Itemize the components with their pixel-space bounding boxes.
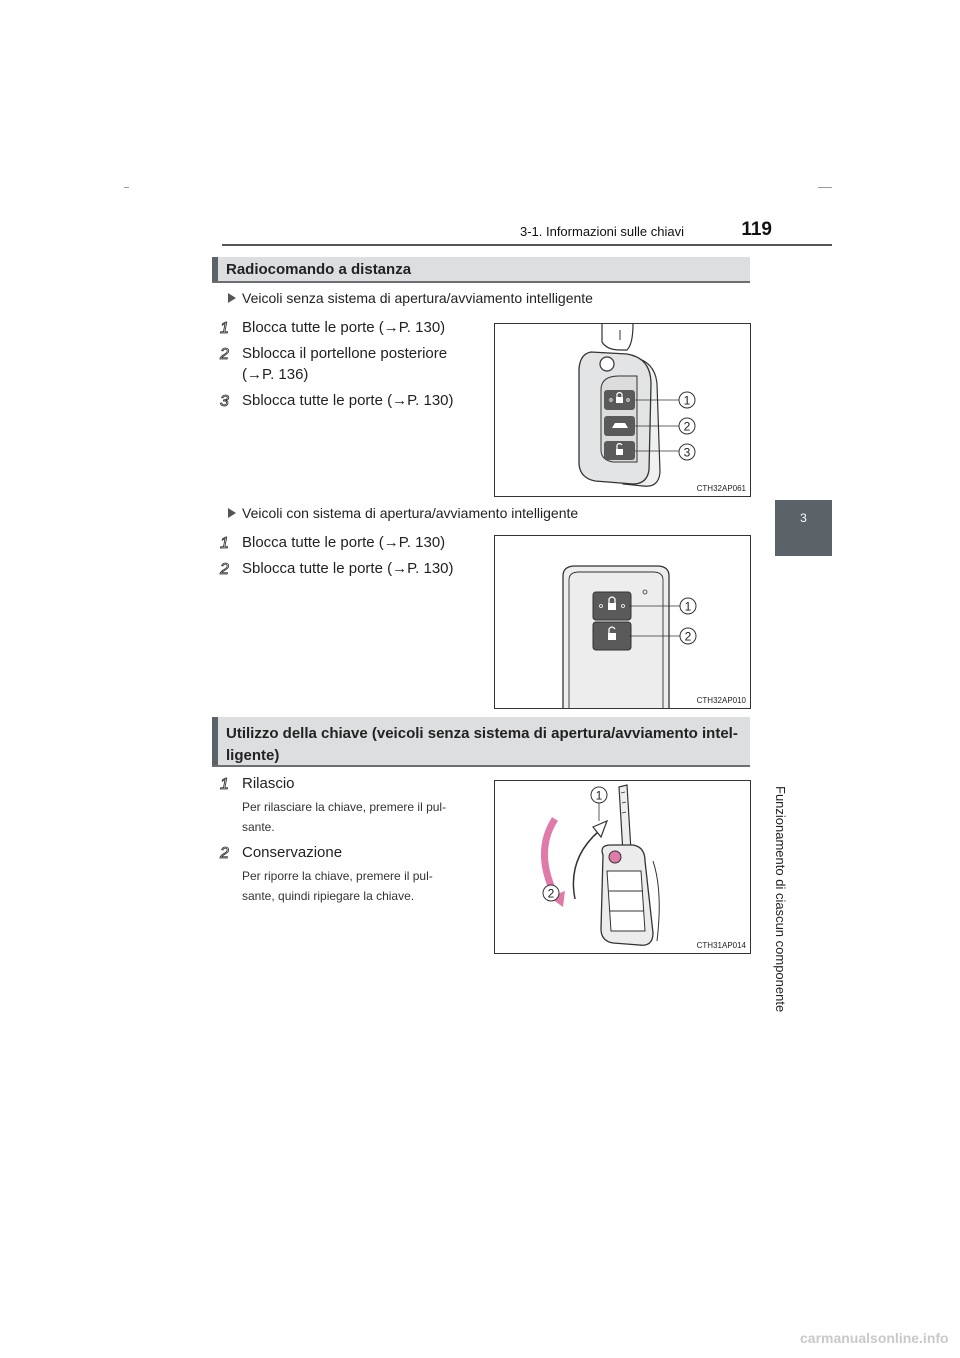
svg-text:2: 2 bbox=[683, 419, 691, 434]
number-2-icon bbox=[218, 558, 236, 578]
chapter-side-label-text: Funzionamento di ciascun componente bbox=[773, 786, 788, 1013]
figure-key-release bbox=[494, 780, 751, 954]
svg-text:1: 1 bbox=[220, 535, 229, 552]
item-unlock-tailgate-ref: (→P. 136) bbox=[242, 366, 309, 383]
svg-text:1: 1 bbox=[595, 788, 603, 803]
item-release-desc-line2: sante. bbox=[242, 820, 275, 834]
item-unlock-tailgate: Sblocca il portellone posteriore bbox=[242, 345, 448, 362]
figure-code: CTH32AP061 bbox=[696, 484, 746, 493]
subheading-text: Veicoli con sistema di apertura/avviamento intelligente bbox=[242, 505, 579, 521]
flip-remote-illustration bbox=[495, 324, 750, 496]
figure-code: CTH32AP010 bbox=[696, 696, 746, 705]
item-release-title: Rilascio bbox=[242, 775, 295, 792]
number-1-icon bbox=[218, 532, 236, 552]
number-3-icon bbox=[218, 390, 236, 410]
key-release-illustration bbox=[495, 781, 750, 953]
svg-text:2: 2 bbox=[220, 346, 229, 363]
item-storage-desc-line1: Per riporre la chiave, premere il pul- bbox=[242, 869, 433, 883]
item-storage-title: Conservazione bbox=[242, 844, 343, 861]
item-lock-all-doors: Blocca tutte le porte (→P. 130) bbox=[242, 534, 446, 551]
svg-text:2: 2 bbox=[684, 629, 692, 644]
subheading-without-smart-entry bbox=[228, 290, 593, 306]
section-title-line1: Utilizzo della chiave (veicoli senza sistema di apertura/avviamento intel- bbox=[226, 725, 738, 742]
chapter-label: 3-1. Informazioni sulle chiavi bbox=[519, 224, 684, 239]
svg-text:3: 3 bbox=[220, 393, 229, 410]
item-unlock-all-doors: Sblocca tutte le porte (→P. 130) bbox=[242, 560, 454, 577]
number-1-icon bbox=[218, 773, 236, 793]
page-number: 119 bbox=[741, 219, 772, 240]
triangle-bullet-icon bbox=[228, 293, 236, 303]
svg-text:1: 1 bbox=[220, 776, 229, 793]
figure-smart-key bbox=[494, 535, 751, 709]
section-title: Radiocomando a distanza bbox=[226, 261, 412, 278]
subheading-with-smart-entry bbox=[228, 505, 578, 521]
number-1-icon bbox=[218, 317, 236, 337]
item-storage-desc-line2: sante, quindi ripiegare la chiave. bbox=[242, 889, 415, 903]
chapter-tab-number: 3 bbox=[800, 511, 807, 525]
svg-text:2: 2 bbox=[220, 561, 229, 578]
svg-text:3: 3 bbox=[683, 445, 691, 460]
svg-text:2: 2 bbox=[547, 886, 555, 901]
crop-mark bbox=[818, 187, 832, 188]
svg-text:1: 1 bbox=[220, 320, 229, 337]
header-rule bbox=[222, 244, 832, 246]
svg-text:1: 1 bbox=[683, 393, 691, 408]
section-header-bar bbox=[212, 257, 218, 281]
number-2-icon bbox=[218, 343, 236, 363]
section-header-key-usage bbox=[212, 717, 750, 767]
svg-text:2: 2 bbox=[220, 845, 229, 862]
figure-flip-remote bbox=[494, 323, 751, 497]
figure-code: CTH31AP014 bbox=[696, 941, 746, 950]
section-header-bar bbox=[212, 717, 218, 765]
number-2-icon bbox=[218, 842, 236, 862]
section-header-remote bbox=[212, 257, 750, 283]
chapter-tab bbox=[775, 500, 832, 556]
item-release-desc-line1: Per rilasciare la chiave, premere il pul- bbox=[242, 800, 447, 814]
subheading-text: Veicoli senza sistema di apertura/avviamento intelligente bbox=[242, 290, 593, 306]
item-unlock-all-doors: Sblocca tutte le porte (→P. 130) bbox=[242, 392, 454, 409]
footer-watermark: carmanualsonline.info bbox=[800, 1330, 949, 1346]
crop-mark bbox=[124, 187, 129, 188]
smart-key-illustration bbox=[495, 536, 750, 708]
triangle-bullet-icon bbox=[228, 508, 236, 518]
svg-text:1: 1 bbox=[684, 599, 692, 614]
section-title-line2: ligente) bbox=[226, 747, 280, 764]
item-lock-all-doors: Blocca tutte le porte (→P. 130) bbox=[242, 319, 446, 336]
